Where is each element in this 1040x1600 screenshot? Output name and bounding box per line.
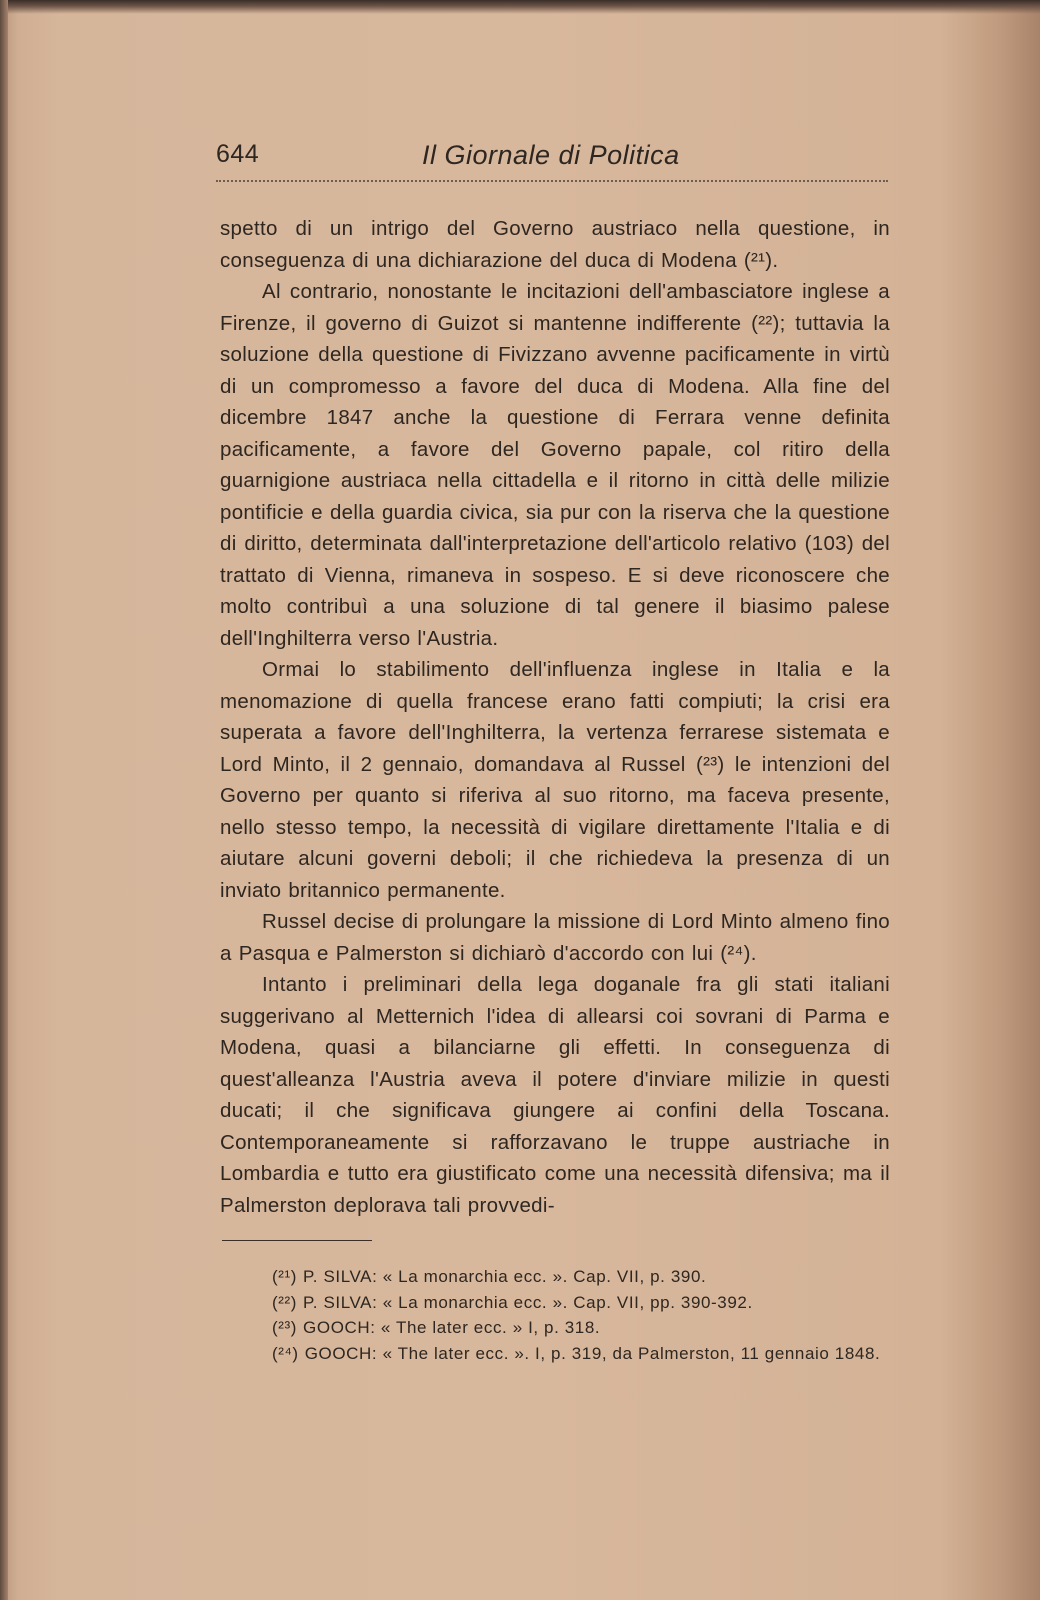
page-binding-edge [0, 0, 8, 1600]
footnote-label: (²³) [272, 1318, 298, 1337]
header-divider [216, 180, 888, 182]
footnote [222, 1315, 890, 1341]
footnote [222, 1341, 890, 1367]
page-header [216, 140, 892, 180]
footnote-label: (²¹) [272, 1267, 298, 1286]
footnote-text: P. SILVA: « La monarchia ecc. ». Cap. VII, pp. 390-392. [303, 1292, 753, 1312]
paragraph: Intanto i preliminari della lega doganale fra gli stati italiani suggerivano al Metternich l'idea di allearsi coi sovrani di Parma e Modena, quasi a bilanciarne gli effetti. In conseguenza di quest'alleanza l'Austria aveva il potere d'inviare milizie in questi ducati; il che significava giungere ai confini della Toscana. Contemporaneamente si rafforzavano le truppe austriache in Lombardia e tutto era giustificato come una necessità difensiva; ma il Palmerston deplorava tali provvedi- [220, 973, 890, 1217]
footnote-text: GOOCH: « The later ecc. ». I, p. 319, da Palmerston, 11 gennaio 1848. [304, 1343, 881, 1363]
footnote [222, 1290, 890, 1316]
paragraph: spetto di un intrigo del Governo austriaco nella questione, in conseguenza di una dichiarazione del duca di Modena (²¹). [220, 217, 890, 272]
footnote-text: GOOCH: « The later ecc. » I, p. 318. [303, 1318, 601, 1337]
paragraph: Ormai lo stabilimento dell'influenza inglese in Italia e la menomazione di quella francese erano fatti compiuti; la crisi era superata a favore dell'Inghilterra, la vertenza ferrarese sistemata e Lord Minto, il 2 gennaio, domandava al Russel (²³) le intenzioni del Governo per quanto si riferiva al suo ritorno, ma faceva presente, nello stesso tempo, la necessità di vigilare direttamente l'Italia e di aiutare alcuni governi deboli; il che richiedeva la presenza di un inviato britannico permanente. [220, 658, 890, 902]
footnote-label: (²²) [272, 1292, 298, 1312]
paragraph: Russel decise di prolungare la missione di Lord Minto almeno fino a Pasqua e Palmerston si dichiarò d'accordo con lui (²⁴). [220, 910, 890, 965]
footnote-text: P. SILVA: « La monarchia ecc. ». Cap. VII, p. 390. [303, 1267, 707, 1286]
footnotes [222, 1264, 890, 1366]
footnote [222, 1264, 890, 1290]
page-number: 644 [216, 140, 260, 168]
footnote-divider [222, 1240, 372, 1241]
running-title: Il Giornale di Politica [422, 140, 680, 170]
paragraph: Al contrario, nonostante le incitazioni dell'ambasciatore inglese a Firenze, il governo di Guizot si mantenne indifferente (²²); tuttavia la soluzione della questione di Fivizzano avvenne pacificamente in virtù di un compromesso a favore del duca di Modena. Alla fine del dicembre 1847 anche la questione di Ferrara venne definita pacificamente, a favore del Governo papale, col ritiro della guarnigione austriaca nella cittadella e il ritorno in città delle milizie pontificie e della guardia civica, sia pur con la riserva che la questione di diritto, determinata dall'interpretazione dell'articolo relativo (103) del trattato di Vienna, rimaneva in sospeso. E si deve riconoscere che molto contribuì a una soluzione di tal genere il biasimo palese dell'Inghilterra verso l'Austria. [220, 280, 890, 650]
footnote-label: (²⁴) [272, 1343, 299, 1363]
body-text [220, 213, 890, 1221]
